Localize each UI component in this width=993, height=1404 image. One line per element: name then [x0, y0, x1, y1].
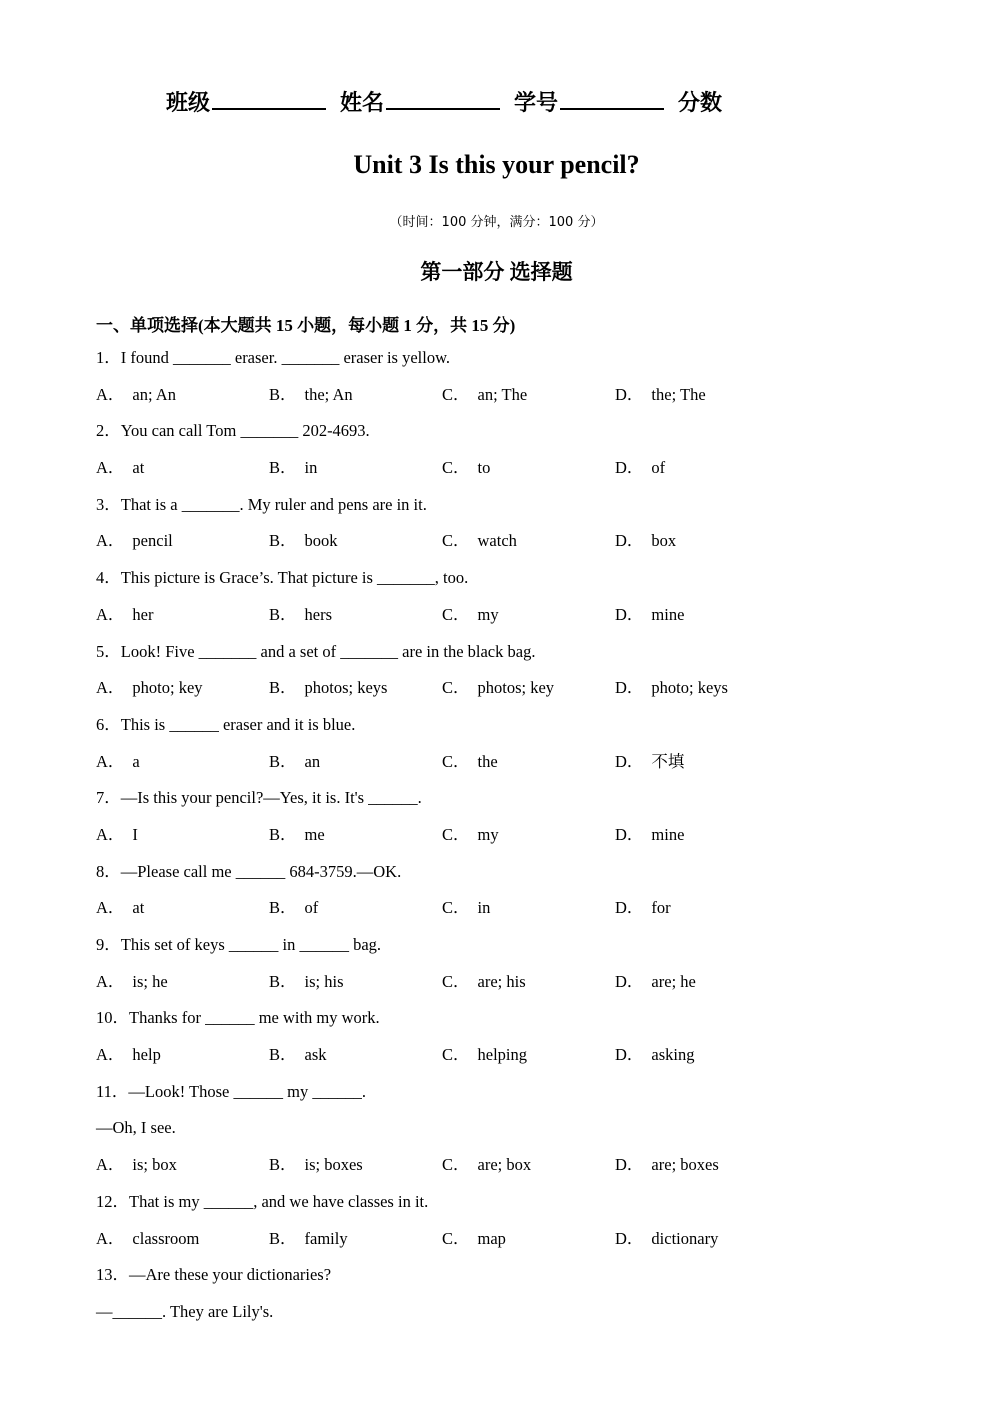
- option-letter: D．: [615, 971, 644, 991]
- option-row: [96, 750, 916, 787]
- name-blank[interactable]: [386, 88, 500, 110]
- option-text: to: [477, 458, 491, 478]
- option-text: photos; key: [477, 678, 555, 698]
- question-item: [96, 713, 916, 786]
- name-field: [340, 86, 500, 117]
- option-letter: C．: [442, 531, 470, 551]
- option-row: [96, 383, 916, 420]
- score-field: [678, 86, 722, 117]
- answer-option[interactable]: [269, 529, 442, 566]
- answer-option[interactable]: [442, 456, 615, 493]
- option-row: [96, 1227, 916, 1264]
- option-text: her: [132, 604, 154, 624]
- answer-option[interactable]: [96, 603, 269, 640]
- class-field: [166, 86, 326, 117]
- option-letter: A．: [96, 678, 125, 698]
- student-id-label: 学号: [514, 90, 559, 115]
- option-letter: A．: [96, 1045, 125, 1065]
- option-letter: C．: [442, 678, 470, 698]
- option-text: 不填: [651, 751, 685, 771]
- option-text: of: [304, 898, 319, 918]
- answer-option[interactable]: [96, 970, 269, 1007]
- option-row: [96, 896, 916, 933]
- answer-option[interactable]: [615, 750, 788, 787]
- option-text: dictionary: [651, 1228, 719, 1248]
- option-text: the; An: [304, 384, 353, 404]
- answer-option[interactable]: [96, 1043, 269, 1080]
- option-text: pencil: [132, 531, 173, 551]
- answer-option[interactable]: [269, 823, 442, 860]
- answer-option[interactable]: [269, 1043, 442, 1080]
- answer-option[interactable]: [615, 1227, 788, 1264]
- option-letter: B．: [269, 824, 297, 844]
- option-letter: A．: [96, 971, 125, 991]
- option-text: is; his: [304, 971, 344, 991]
- question-dialogue-line: —______. They are Lily's.: [96, 1301, 274, 1321]
- option-text: asking: [651, 1045, 695, 1065]
- option-text: is; box: [132, 1155, 177, 1175]
- option-row: [96, 1043, 916, 1080]
- option-letter: D．: [615, 898, 644, 918]
- option-text: my: [477, 824, 499, 844]
- answer-option[interactable]: [96, 750, 269, 787]
- option-text: box: [651, 531, 677, 551]
- question-dialogue-line: —Oh, I see.: [96, 1118, 176, 1138]
- option-letter: C．: [442, 458, 470, 478]
- option-text: hers: [304, 604, 333, 624]
- question-stem: 6．This is ______ eraser and it is blue.: [96, 714, 356, 734]
- answer-option[interactable]: [442, 1227, 615, 1264]
- class-label: 班级: [166, 90, 211, 115]
- option-text: are; he: [651, 971, 696, 991]
- question-stem: 3．That is a _______. My ruler and pens are in it.: [96, 494, 427, 514]
- answer-option[interactable]: [269, 896, 442, 933]
- option-letter: A．: [96, 751, 125, 771]
- answer-option[interactable]: [442, 896, 615, 933]
- option-letter: D．: [615, 678, 644, 698]
- question-stem: 2．You can call Tom _______ 202-4693.: [96, 421, 370, 441]
- answer-option[interactable]: [269, 1227, 442, 1264]
- answer-option[interactable]: [442, 603, 615, 640]
- option-text: for: [651, 898, 671, 918]
- question-item: [96, 1006, 916, 1079]
- option-letter: B．: [269, 1045, 297, 1065]
- option-text: an; The: [477, 384, 528, 404]
- answer-option[interactable]: [96, 676, 269, 713]
- option-letter: A．: [96, 824, 125, 844]
- option-text: classroom: [132, 1228, 200, 1248]
- option-text: an: [304, 751, 321, 771]
- option-text: photo; keys: [651, 678, 728, 698]
- answer-option[interactable]: [269, 1153, 442, 1190]
- question-item: [96, 346, 916, 419]
- answer-option[interactable]: [269, 383, 442, 420]
- option-letter: D．: [615, 531, 644, 551]
- option-row: [96, 1153, 916, 1190]
- answer-option[interactable]: [269, 603, 442, 640]
- option-text: my: [477, 604, 499, 624]
- option-letter: A．: [96, 458, 125, 478]
- answer-option[interactable]: [269, 456, 442, 493]
- page-title: Unit 3 Is this your pencil?: [353, 150, 640, 179]
- answer-option[interactable]: [442, 970, 615, 1007]
- option-text: is; boxes: [304, 1155, 363, 1175]
- question-item: [96, 640, 916, 713]
- option-text: mine: [651, 604, 685, 624]
- answer-option[interactable]: [615, 529, 788, 566]
- option-text: are; his: [477, 971, 526, 991]
- option-letter: D．: [615, 1045, 644, 1065]
- answer-option[interactable]: [442, 529, 615, 566]
- question-item: [96, 566, 916, 639]
- answer-option[interactable]: [269, 676, 442, 713]
- student-id-blank[interactable]: [560, 88, 664, 110]
- answer-option[interactable]: [442, 383, 615, 420]
- option-letter: A．: [96, 384, 125, 404]
- option-letter: D．: [615, 458, 644, 478]
- option-letter: D．: [615, 384, 644, 404]
- option-letter: C．: [442, 971, 470, 991]
- question-item: [96, 419, 916, 492]
- option-letter: D．: [615, 1155, 644, 1175]
- option-row: [96, 970, 916, 1007]
- answer-option[interactable]: [96, 1153, 269, 1190]
- question-item: [96, 493, 916, 566]
- question-stem: 7．—Is this your pencil?—Yes, it is. It's ______.: [96, 788, 422, 808]
- option-text: help: [132, 1045, 161, 1065]
- answer-option[interactable]: [615, 676, 788, 713]
- part-heading: 第一部分 选择题: [420, 260, 573, 284]
- option-letter: C．: [442, 604, 470, 624]
- question-item: [96, 1263, 916, 1336]
- section-heading: 一、单项选择(本大题共 15 小题，每小题 1 分，共 15 分): [96, 316, 516, 335]
- question-stem: 4．This picture is Grace’s. That picture is _______, too.: [96, 568, 469, 588]
- option-text: are; boxes: [651, 1155, 719, 1175]
- option-text: in: [304, 458, 318, 478]
- question-stem: 10．Thanks for ______ me with my work.: [96, 1008, 380, 1028]
- option-text: is; he: [132, 971, 168, 991]
- answer-option[interactable]: [442, 676, 615, 713]
- answer-option[interactable]: [442, 750, 615, 787]
- option-text: watch: [477, 531, 517, 551]
- option-letter: B．: [269, 971, 297, 991]
- option-letter: B．: [269, 1228, 297, 1248]
- option-text: ask: [304, 1045, 327, 1065]
- option-letter: C．: [442, 898, 470, 918]
- question-item: [96, 860, 916, 933]
- option-text: of: [651, 458, 666, 478]
- answer-option[interactable]: [96, 823, 269, 860]
- option-letter: D．: [615, 824, 644, 844]
- option-text: book: [304, 531, 338, 551]
- option-letter: C．: [442, 384, 470, 404]
- answer-option[interactable]: [615, 456, 788, 493]
- option-row: [96, 676, 916, 713]
- answer-option[interactable]: [96, 1227, 269, 1264]
- option-text: at: [132, 898, 145, 918]
- option-letter: D．: [615, 1228, 644, 1248]
- question-stem: 12．That is my ______, and we have classes in it.: [96, 1191, 429, 1211]
- option-letter: C．: [442, 1045, 470, 1065]
- question-stem: 9．This set of keys ______ in ______ bag.: [96, 935, 382, 954]
- answer-option[interactable]: [615, 383, 788, 420]
- option-letter: C．: [442, 1155, 470, 1175]
- option-letter: C．: [442, 1228, 470, 1248]
- option-text: me: [304, 824, 325, 844]
- answer-option[interactable]: [96, 896, 269, 933]
- option-text: I: [132, 824, 138, 844]
- option-text: an; An: [132, 384, 176, 404]
- option-letter: A．: [96, 531, 125, 551]
- option-row: [96, 529, 916, 566]
- answer-option[interactable]: [615, 823, 788, 860]
- question-stem: 8．—Please call me ______ 684-3759.—OK.: [96, 861, 402, 881]
- answer-option[interactable]: [96, 383, 269, 420]
- answer-option[interactable]: [442, 823, 615, 860]
- option-letter: A．: [96, 604, 125, 624]
- option-letter: A．: [96, 1228, 125, 1248]
- question-item: [96, 1080, 916, 1190]
- answer-option[interactable]: [442, 1043, 615, 1080]
- answer-option[interactable]: [615, 1043, 788, 1080]
- option-letter: C．: [442, 824, 470, 844]
- option-text: the: [477, 751, 498, 771]
- option-row: [96, 456, 916, 493]
- question-stem: 11．—Look! Those ______ my ______.: [96, 1081, 366, 1101]
- question-item: [96, 933, 916, 1006]
- question-stem: 5．Look! Five _______ and a set of _______ are in the black bag.: [96, 641, 536, 661]
- option-letter: D．: [615, 604, 644, 624]
- answer-option[interactable]: [96, 529, 269, 566]
- option-text: in: [477, 898, 491, 918]
- exam-info: （时间：100 分钟，满分：100 分）: [389, 215, 604, 230]
- option-letter: B．: [269, 384, 297, 404]
- question-stem: 1．I found _______ eraser. _______ eraser is yellow.: [96, 348, 451, 367]
- option-row: [96, 603, 916, 640]
- answer-option[interactable]: [615, 896, 788, 933]
- question-item: [96, 786, 916, 859]
- option-row: [96, 823, 916, 860]
- answer-option[interactable]: [96, 456, 269, 493]
- option-letter: D．: [615, 751, 644, 771]
- option-letter: B．: [269, 604, 297, 624]
- answer-option[interactable]: [269, 970, 442, 1007]
- option-text: the; The: [651, 384, 706, 404]
- score-label: 分数: [678, 90, 723, 115]
- student-id-field: [514, 86, 664, 117]
- answer-option[interactable]: [269, 750, 442, 787]
- name-label: 姓名: [340, 90, 385, 115]
- option-text: helping: [477, 1045, 528, 1065]
- option-text: are; box: [477, 1155, 532, 1175]
- question-stem: 13．—Are these your dictionaries?: [96, 1265, 332, 1285]
- option-text: a: [132, 751, 140, 771]
- option-text: map: [477, 1228, 506, 1248]
- option-letter: B．: [269, 678, 297, 698]
- option-letter: A．: [96, 898, 125, 918]
- answer-option[interactable]: [615, 603, 788, 640]
- option-text: mine: [651, 824, 685, 844]
- question-item: [96, 1190, 916, 1263]
- option-letter: C．: [442, 751, 470, 771]
- question-list: [96, 346, 916, 1337]
- option-letter: B．: [269, 1155, 297, 1175]
- option-letter: B．: [269, 751, 297, 771]
- answer-option[interactable]: [442, 1153, 615, 1190]
- option-text: at: [132, 458, 145, 478]
- option-text: photo; key: [132, 678, 203, 698]
- answer-option[interactable]: [615, 1153, 788, 1190]
- class-blank[interactable]: [212, 88, 326, 110]
- header-fields: [166, 86, 736, 117]
- option-text: family: [304, 1228, 348, 1248]
- option-letter: A．: [96, 1155, 125, 1175]
- option-letter: B．: [269, 898, 297, 918]
- option-letter: B．: [269, 531, 297, 551]
- answer-option[interactable]: [615, 970, 788, 1007]
- option-letter: B．: [269, 458, 297, 478]
- option-text: photos; keys: [304, 678, 388, 698]
